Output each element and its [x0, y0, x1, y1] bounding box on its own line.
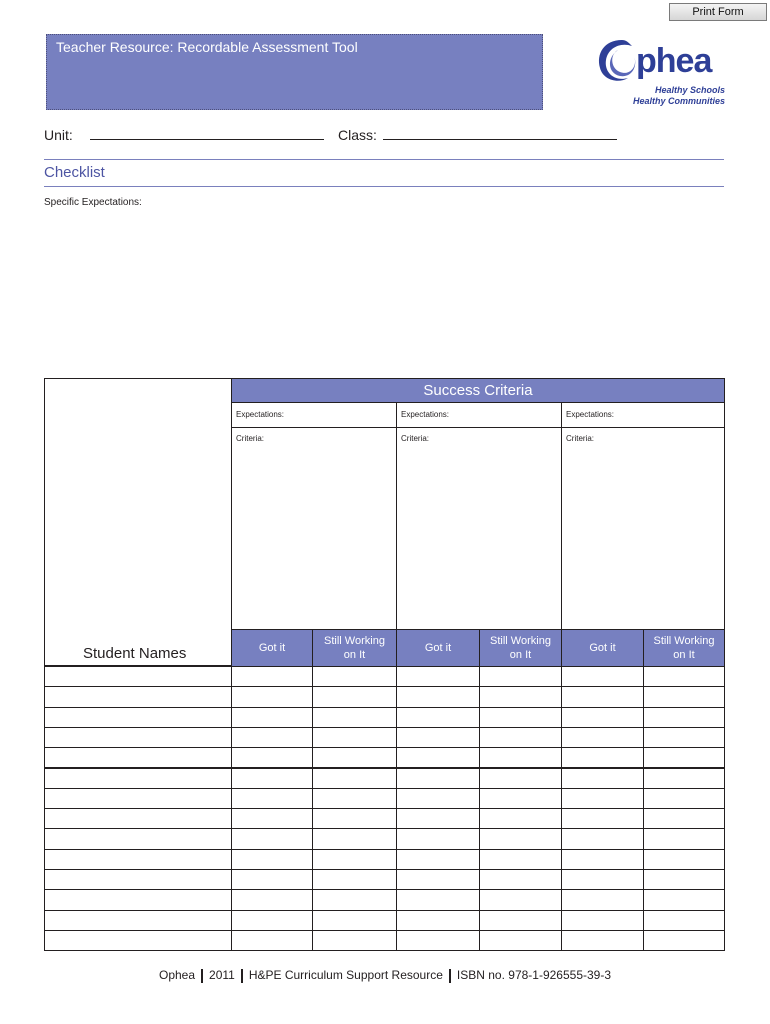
unit-label: Unit:	[44, 127, 73, 143]
still-working-cell-2[interactable]	[479, 768, 562, 789]
specific-expectations-label: Specific Expectations:	[44, 197, 142, 208]
got-it-cell-2[interactable]	[396, 869, 480, 890]
student-names-header: Student Names	[83, 645, 187, 662]
expectations-label: Expectations:	[566, 410, 615, 419]
page-title: Teacher Resource: Recordable Assessment Tool	[56, 39, 358, 55]
student-name-cell[interactable]	[44, 869, 232, 890]
criteria-label: Criteria:	[566, 434, 595, 443]
criteria-label: Criteria:	[401, 434, 430, 443]
got-it-cell-3[interactable]	[561, 686, 644, 707]
got-it-cell-1[interactable]	[231, 869, 313, 890]
footer-isbn: ISBN no. 978-1-926555-39-3	[456, 968, 612, 982]
got-it-cell-3[interactable]	[561, 910, 644, 931]
still-working-line2: on It	[343, 649, 366, 661]
logo-wordmark: phea	[636, 42, 712, 80]
still-working-cell-1[interactable]	[312, 788, 397, 809]
got-it-cell-1[interactable]	[231, 828, 313, 849]
expectations-cell-3[interactable]	[561, 402, 725, 428]
student-names-header-cell	[44, 378, 232, 666]
class-field[interactable]	[383, 139, 617, 140]
got-it-cell-1[interactable]	[231, 808, 313, 829]
still-working-cell-2[interactable]	[479, 828, 562, 849]
still-working-cell-3[interactable]	[643, 808, 725, 829]
got-it-cell-3[interactable]	[561, 707, 644, 728]
student-name-cell[interactable]	[44, 808, 232, 829]
got-it-cell-2[interactable]	[396, 808, 480, 829]
footer-year: 2011	[209, 968, 235, 982]
student-name-cell[interactable]	[44, 910, 232, 931]
still-working-cell-2[interactable]	[479, 889, 562, 910]
got-it-cell-1[interactable]	[231, 910, 313, 931]
expectations-cell-2[interactable]	[396, 402, 562, 428]
still-working-cell-3[interactable]	[643, 828, 725, 849]
got-it-header-2: Got it	[396, 629, 480, 667]
got-it-cell-3[interactable]	[561, 768, 644, 789]
success-criteria-header: Success Criteria	[231, 378, 725, 403]
still-working-cell-2[interactable]	[479, 686, 562, 707]
footer-resource: H&PE Curriculum Support Resource	[248, 968, 443, 982]
got-it-cell-1[interactable]	[231, 747, 313, 768]
still-working-cell-1[interactable]	[312, 686, 397, 707]
still-working-cell-2[interactable]	[479, 808, 562, 829]
checklist-heading: Checklist	[44, 164, 105, 181]
print-form-button[interactable]: Print Form	[669, 3, 767, 21]
still-working-cell-1[interactable]	[312, 768, 397, 789]
still-working-line2: on It	[673, 649, 695, 661]
criteria-cell-2[interactable]	[396, 427, 562, 630]
class-label: Class:	[338, 127, 377, 143]
got-it-cell-2[interactable]	[396, 849, 480, 870]
got-it-cell-1[interactable]	[231, 707, 313, 728]
still-working-cell-3[interactable]	[643, 666, 725, 687]
got-it-cell-2[interactable]	[396, 910, 480, 931]
got-it-cell-3[interactable]	[561, 666, 644, 687]
got-it-cell-3[interactable]	[561, 727, 644, 748]
still-working-cell-3[interactable]	[643, 747, 725, 768]
still-working-cell-2[interactable]	[479, 707, 562, 728]
still-working-cell-3[interactable]	[643, 707, 725, 728]
still-working-cell-2[interactable]	[479, 788, 562, 809]
got-it-cell-2[interactable]	[396, 727, 480, 748]
still-working-cell-3[interactable]	[643, 686, 725, 707]
student-name-cell[interactable]	[44, 788, 232, 809]
still-working-cell-1[interactable]	[312, 747, 397, 768]
still-working-cell-1[interactable]	[312, 910, 397, 931]
got-it-cell-3[interactable]	[561, 828, 644, 849]
logo-tagline-2: Healthy Communities	[632, 96, 725, 106]
still-working-cell-3[interactable]	[643, 930, 725, 951]
still-working-line1: Still Working	[490, 635, 551, 647]
got-it-cell-1[interactable]	[231, 788, 313, 809]
got-it-cell-1[interactable]	[231, 889, 313, 910]
still-working-cell-2[interactable]	[479, 930, 562, 951]
still-working-cell-1[interactable]	[312, 808, 397, 829]
got-it-cell-3[interactable]	[561, 930, 644, 951]
unit-field[interactable]	[90, 139, 324, 140]
still-working-header-2	[479, 629, 562, 667]
still-working-cell-2[interactable]	[479, 666, 562, 687]
still-working-cell-3[interactable]	[643, 768, 725, 789]
still-working-cell-1[interactable]	[312, 828, 397, 849]
got-it-cell-1[interactable]	[231, 849, 313, 870]
criteria-label: Criteria:	[236, 434, 265, 443]
got-it-cell-3[interactable]	[561, 849, 644, 870]
got-it-cell-2[interactable]	[396, 747, 480, 768]
got-it-cell-1[interactable]	[231, 768, 313, 789]
assessment-table	[44, 378, 725, 952]
criteria-cell-3[interactable]	[561, 427, 725, 630]
got-it-cell-1[interactable]	[231, 666, 313, 687]
got-it-cell-3[interactable]	[561, 747, 644, 768]
footer-org: Ophea	[158, 968, 196, 982]
still-working-cell-3[interactable]	[643, 910, 725, 931]
expectations-cell-1[interactable]	[231, 402, 397, 428]
logo-tagline-1: Healthy Schools	[654, 85, 725, 95]
still-working-cell-3[interactable]	[643, 889, 725, 910]
got-it-header-3: Got it	[561, 629, 644, 667]
still-working-line1: Still Working	[653, 635, 715, 647]
footer	[0, 968, 770, 983]
got-it-cell-1[interactable]	[231, 686, 313, 707]
divider-top	[44, 159, 724, 160]
still-working-header-1	[312, 629, 397, 667]
student-name-cell[interactable]	[44, 686, 232, 707]
still-working-cell-3[interactable]	[643, 869, 725, 890]
still-working-cell-2[interactable]	[479, 849, 562, 870]
student-name-cell[interactable]	[44, 666, 232, 687]
got-it-cell-1[interactable]	[231, 930, 313, 951]
got-it-cell-2[interactable]	[396, 707, 480, 728]
got-it-cell-2[interactable]	[396, 768, 480, 789]
still-working-header-3	[643, 629, 725, 667]
got-it-cell-2[interactable]	[396, 889, 480, 910]
still-working-cell-1[interactable]	[312, 889, 397, 910]
still-working-line2: on It	[509, 649, 532, 661]
got-it-cell-2[interactable]	[396, 788, 480, 809]
divider-bottom	[44, 186, 724, 187]
got-it-cell-2[interactable]	[396, 686, 480, 707]
expectations-label: Expectations:	[236, 410, 285, 419]
still-working-cell-3[interactable]	[643, 788, 725, 809]
still-working-cell-1[interactable]	[312, 666, 397, 687]
still-working-cell-1[interactable]	[312, 869, 397, 890]
still-working-cell-1[interactable]	[312, 849, 397, 870]
still-working-cell-2[interactable]	[479, 910, 562, 931]
criteria-cell-1[interactable]	[231, 427, 397, 630]
got-it-cell-2[interactable]	[396, 828, 480, 849]
still-working-cell-1[interactable]	[312, 930, 397, 951]
still-working-cell-1[interactable]	[312, 707, 397, 728]
got-it-cell-2[interactable]	[396, 930, 480, 951]
specific-expectations-field[interactable]	[44, 212, 724, 372]
student-name-cell[interactable]	[44, 707, 232, 728]
still-working-cell-2[interactable]	[479, 869, 562, 890]
student-name-cell[interactable]	[44, 768, 232, 789]
student-name-cell[interactable]	[44, 828, 232, 849]
student-name-cell[interactable]	[44, 930, 232, 951]
got-it-cell-3[interactable]	[561, 869, 644, 890]
student-name-cell[interactable]	[44, 849, 232, 870]
still-working-cell-1[interactable]	[312, 727, 397, 748]
still-working-cell-3[interactable]	[643, 849, 725, 870]
got-it-cell-3[interactable]	[561, 889, 644, 910]
got-it-cell-2[interactable]	[396, 666, 480, 687]
student-name-cell[interactable]	[44, 727, 232, 748]
got-it-header-1: Got it	[231, 629, 313, 667]
got-it-cell-3[interactable]	[561, 788, 644, 809]
still-working-line1: Still Working	[324, 635, 385, 647]
still-working-cell-2[interactable]	[479, 727, 562, 748]
student-name-cell[interactable]	[44, 889, 232, 910]
still-working-cell-2[interactable]	[479, 747, 562, 768]
got-it-cell-1[interactable]	[231, 727, 313, 748]
expectations-label: Expectations:	[401, 410, 450, 419]
student-name-cell[interactable]	[44, 747, 232, 768]
got-it-cell-3[interactable]	[561, 808, 644, 829]
still-working-cell-3[interactable]	[643, 727, 725, 748]
